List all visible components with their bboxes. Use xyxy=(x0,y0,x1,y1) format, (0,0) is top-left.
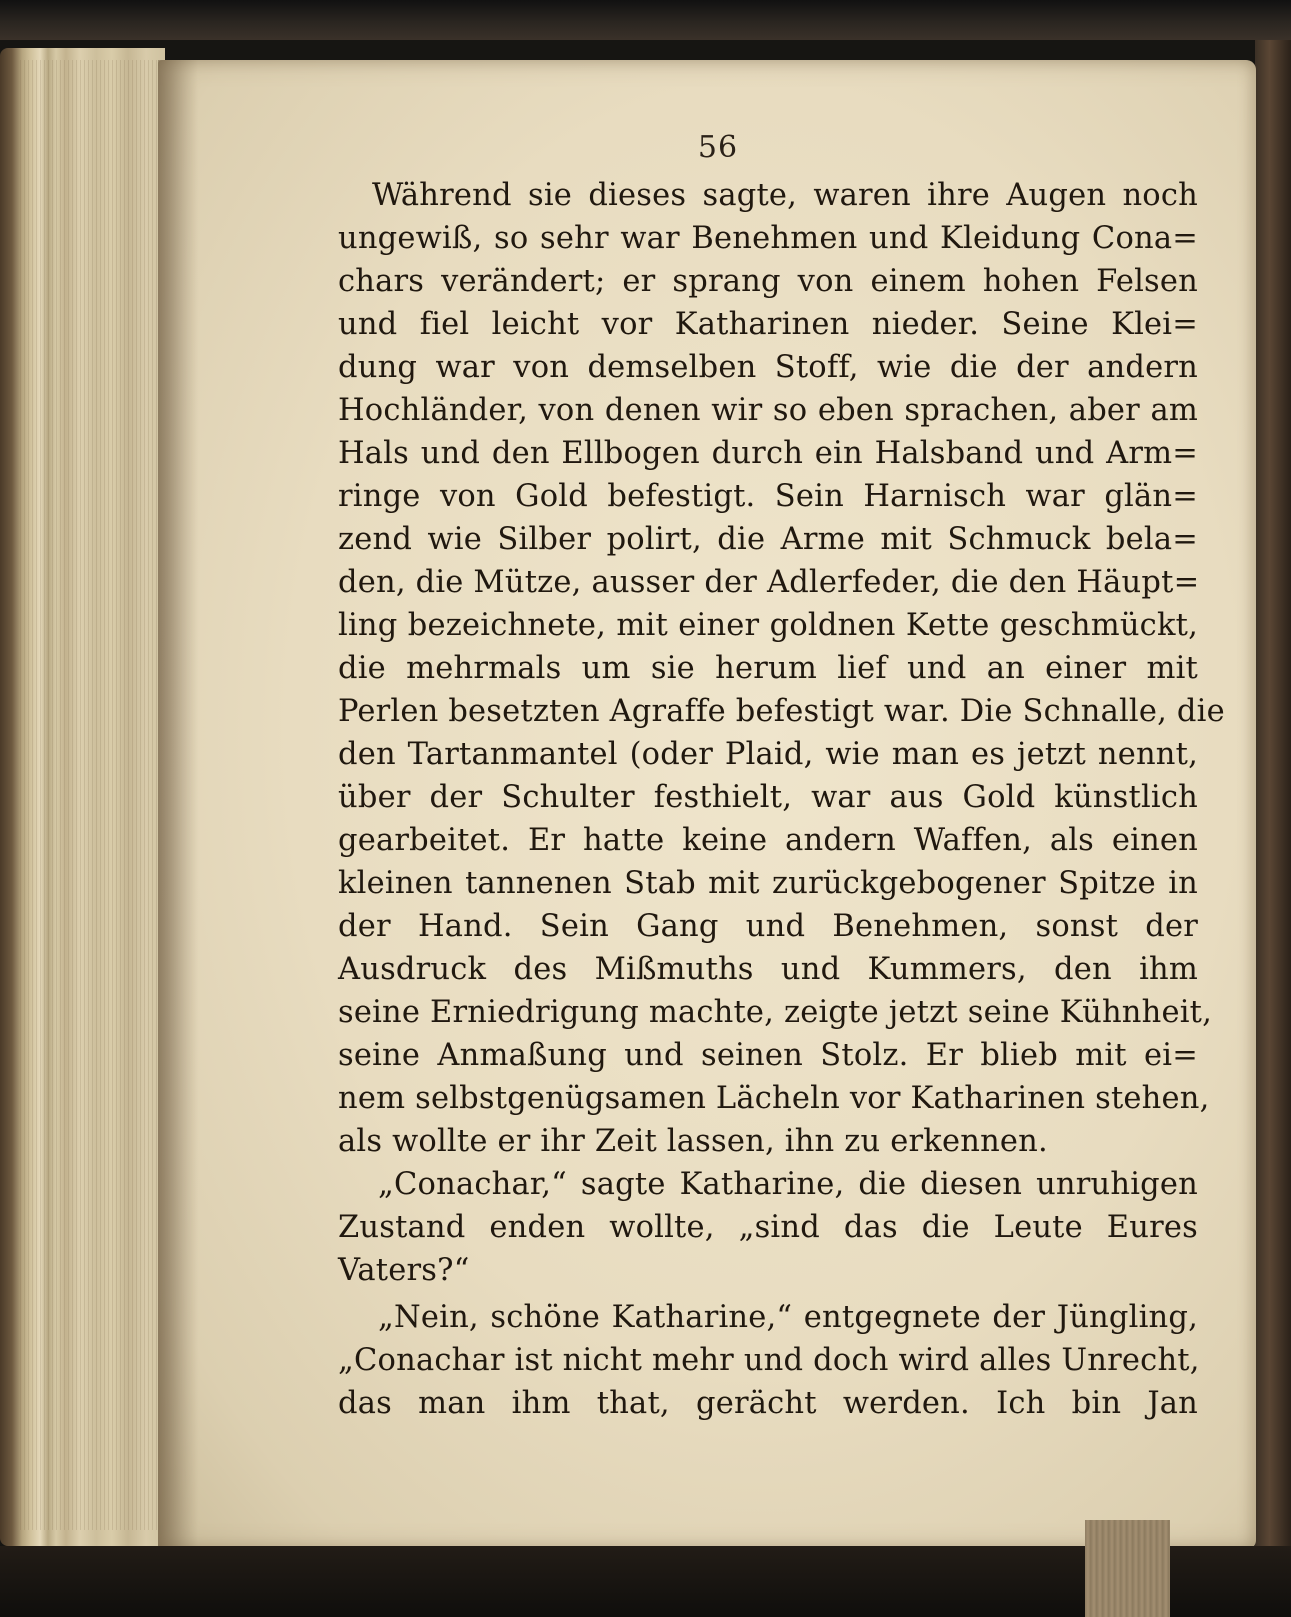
text-line: zend wie Silber polirt, die Arme mit Schmuck bela= xyxy=(338,522,1198,557)
text-line: Hochländer, von denen wir so eben sprachen, aber am xyxy=(338,393,1198,428)
text-line: nem selbstgenügsamen Lächeln vor Katharinen stehen, xyxy=(338,1081,1210,1116)
book-cover-top xyxy=(0,0,1291,40)
book-cover-right xyxy=(1255,40,1291,1560)
text-line: über der Schulter festhielt, war aus Gold künstlich xyxy=(338,780,1198,815)
text-line: seine Erniedrigung machte, zeigte jetzt seine Kühnheit, xyxy=(338,995,1213,1030)
page-edge-texture xyxy=(20,60,160,1530)
text-line: seine Anmaßung und seinen Stolz. Er blieb mit ei= xyxy=(338,1038,1198,1073)
text-line: „Conachar ist nicht mehr und doch wird alles Unrecht, xyxy=(338,1343,1200,1378)
text-line: ringe von Gold befestigt. Sein Harnisch war glän= xyxy=(338,479,1198,514)
text-line: der Hand. Sein Gang und Benehmen, sonst der xyxy=(338,909,1198,944)
text-line: als wollte er ihr Zeit lassen, ihn zu erkennen. xyxy=(338,1124,1048,1159)
text-line: den Tartanmantel (oder Plaid, wie man es jetzt nennt, xyxy=(338,737,1198,772)
text-line: Ausdruck des Mißmuths und Kummers, den ihm xyxy=(338,952,1198,987)
text-line: ungewiß, so sehr war Benehmen und Kleidung Cona= xyxy=(338,221,1198,256)
text-line: Perlen besetzten Agraffe befestigt war. Die Schnalle, die xyxy=(338,694,1225,729)
page-number: 56 xyxy=(697,130,739,165)
text-line: chars verändert; er sprang von einem hohen Felsen xyxy=(338,264,1198,299)
text-line: die mehrmals um sie herum lief und an einer mit xyxy=(338,651,1198,686)
text-line: das man ihm that, gerächt werden. Ich bin Jan xyxy=(338,1386,1198,1421)
text-line: Während sie dieses sagte, waren ihre Augen noch xyxy=(372,178,1198,213)
text-line: dung war von demselben Stoff, wie die der andern xyxy=(338,350,1198,385)
text-line: „Nein, schöne Katharine,“ entgegnete der Jüngling, xyxy=(378,1300,1198,1335)
gutter-shadow xyxy=(158,60,198,1550)
text-line: und fiel leicht vor Katharinen nieder. Seine Klei= xyxy=(338,307,1198,342)
text-line: Vaters?“ xyxy=(338,1253,470,1288)
text-line: Hals und den Ellbogen durch ein Halsband und Arm= xyxy=(338,436,1198,471)
text-line: kleinen tannenen Stab mit zurückgebogener Spitze in xyxy=(338,866,1198,901)
text-line: Zustand enden wollte, „sind das die Leute Eures xyxy=(338,1210,1198,1245)
text-line: „Conachar,“ sagte Katharine, die diesen unruhigen xyxy=(378,1167,1198,1202)
text-line: ling bezeichnete, mit einer goldnen Kette geschmückt, xyxy=(338,608,1198,643)
text-line: den, die Mütze, ausser der Adlerfeder, die den Häupt= xyxy=(338,565,1200,600)
text-line: gearbeitet. Er hatte keine andern Waffen, als einen xyxy=(338,823,1198,858)
bookmark-ribbon xyxy=(1085,1520,1170,1617)
